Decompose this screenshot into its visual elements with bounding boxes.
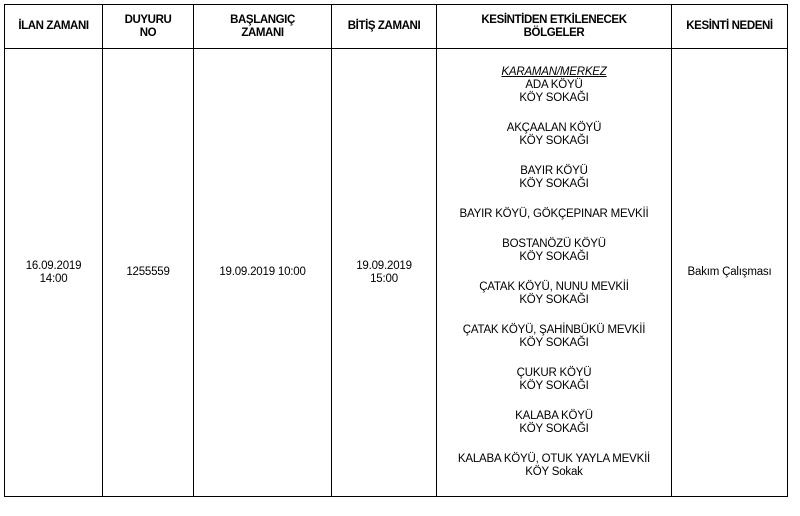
cell-announce-time (5, 49, 103, 497)
reason: Bakım Çalışması (687, 266, 772, 278)
end-hour: 15:00 (370, 272, 398, 285)
header-announce-time (5, 5, 103, 49)
header-announce-time-label: İLAN ZAMANI (18, 20, 89, 32)
region-line-1: BAYIR KÖYÜ (520, 165, 588, 177)
region-item (440, 453, 668, 479)
region-line-2: KÖY SOKAĞI (519, 423, 589, 435)
header-start-time-line1: BAŞLANGIÇ (230, 13, 295, 26)
header-end-time-label: BİTİŞ ZAMANI (347, 20, 421, 32)
announce-hour: 14:00 (39, 272, 68, 285)
header-reason-label: KESİNTİ NEDENİ (686, 20, 773, 32)
region-item (440, 122, 668, 148)
start-time: 19.09.2019 10:00 (219, 266, 306, 278)
region-line-1: ÇUKUR KÖYÜ (516, 367, 592, 379)
end-date: 19.09.2019 (356, 259, 412, 272)
header-row (5, 5, 788, 49)
header-end-time (332, 5, 437, 49)
header-start-time-line2: ZAMANI (241, 26, 284, 39)
cell-notice-no (103, 49, 194, 497)
region-item (440, 281, 668, 307)
region-item (440, 410, 668, 436)
region-line-1: KALABA KÖYÜ (515, 410, 593, 422)
outage-table (4, 4, 788, 497)
header-reason (672, 5, 788, 49)
header-notice-no-line2: NO (139, 26, 157, 39)
header-notice-no-line1: DUYURU (124, 13, 172, 26)
announce-date: 16.09.2019 (25, 259, 82, 272)
header-notice-no (103, 5, 194, 49)
header-regions-line2: BÖLGELER (523, 26, 585, 39)
region-line-1: BOSTANÖZÜ KÖYÜ (502, 238, 606, 250)
region-line-2: KÖY SOKAĞI (519, 92, 589, 104)
region-line-2: KÖY SOKAĞI (519, 251, 589, 263)
region-item (440, 324, 668, 350)
region-line-2: KÖY Sokak (525, 466, 583, 478)
header-regions-line1: KESİNTİDEN ETKİLENECEK (481, 13, 627, 26)
cell-regions (437, 49, 672, 497)
region-line-1: ADA KÖYÜ (525, 79, 583, 91)
region-item (440, 79, 668, 105)
region-line-1: KALABA KÖYÜ, OTUK YAYLA MEVKİİ (457, 453, 651, 465)
cell-reason (672, 49, 788, 497)
region-line-1: AKÇAALAN KÖYÜ (506, 122, 602, 134)
table-row (5, 49, 788, 497)
header-start-time (194, 5, 332, 49)
region-line-1: BAYIR KÖYÜ, GÖKÇEPINAR MEVKİİ (459, 208, 649, 220)
region-item (440, 367, 668, 393)
region-line-2: KÖY SOKAĞI (519, 380, 589, 392)
region-item (440, 165, 668, 191)
region-line-2: KÖY SOKAĞI (519, 294, 589, 306)
header-regions (437, 5, 672, 49)
cell-start-time (194, 49, 332, 497)
region-line-1: ÇATAK KÖYÜ, ŞAHİNBÜKÜ MEVKİİ (462, 324, 646, 336)
region-list (440, 79, 668, 479)
cell-end-time (332, 49, 437, 497)
region-item (440, 238, 668, 264)
notice-no: 1255559 (126, 266, 170, 278)
region-city: KARAMAN/MERKEZ (501, 66, 607, 78)
region-line-2: KÖY SOKAĞI (519, 135, 589, 147)
region-line-2: KÖY SOKAĞI (519, 337, 589, 349)
region-line-1: ÇATAK KÖYÜ, NUNU MEVKİİ (479, 281, 629, 293)
region-item (440, 208, 668, 221)
region-line-2: KÖY SOKAĞI (519, 178, 589, 190)
